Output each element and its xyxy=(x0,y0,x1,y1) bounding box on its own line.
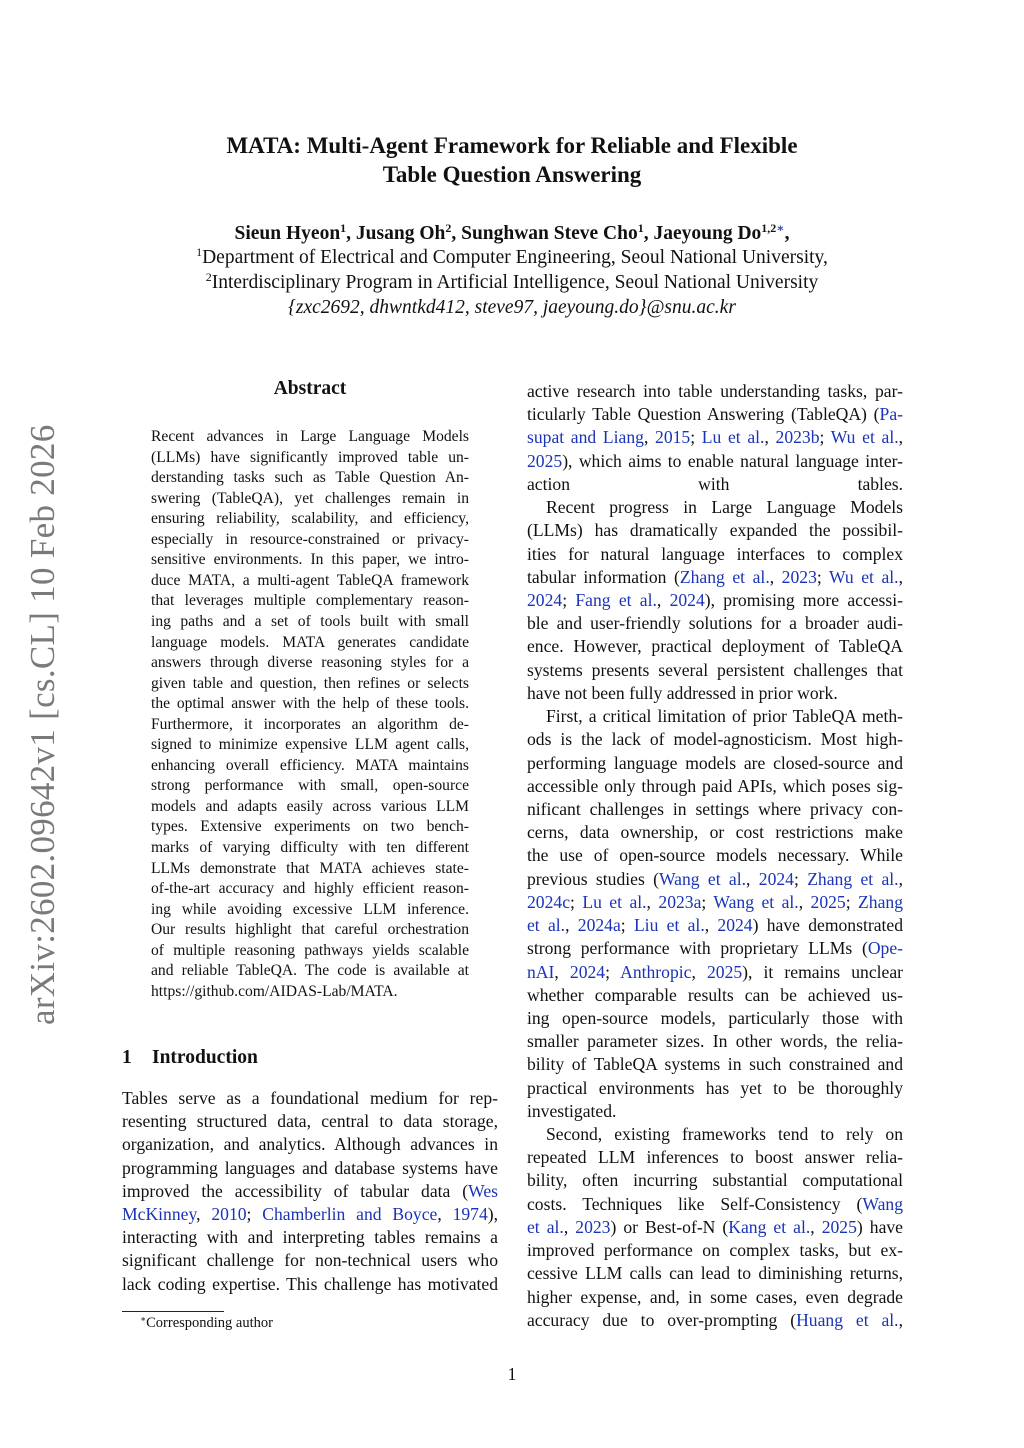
body-text: , xyxy=(810,1216,822,1237)
abstract-line: especially in resource-constrained or privacy- xyxy=(151,530,469,548)
citation-link[interactable]: nAI xyxy=(527,961,555,982)
citation-link[interactable]: 2024c xyxy=(527,891,570,912)
body-text-line xyxy=(527,752,903,775)
body-text: , xyxy=(656,589,670,610)
abstract-line: swering (TableQA), yet challenges remain in xyxy=(151,489,469,507)
body-text: significant challenge for non-technical users who xyxy=(122,1250,498,1271)
abstract-line: that leverages multiple complementary reason- xyxy=(151,592,469,610)
title-line-1: MATA: Multi-Agent Framework for Reliable and Flexible xyxy=(226,133,798,158)
body-text-line xyxy=(527,868,903,891)
body-text: improved performance on complex tasks, but ex- xyxy=(527,1240,903,1261)
body-text: smaller parameter sizes. In other words, the relia- xyxy=(527,1031,903,1052)
citation-link[interactable]: Kang et al. xyxy=(728,1216,811,1237)
citation-link[interactable]: Wang et al. xyxy=(658,868,747,889)
abstract-line: derstanding tasks such as Table Question An- xyxy=(151,469,469,487)
body-text: higher expense, and, in some cases, even degrade xyxy=(527,1286,903,1307)
body-text: ; xyxy=(570,891,583,912)
body-text: cessive LLM calls can lead to diminishing returns, xyxy=(527,1263,903,1284)
citation-link[interactable]: Chamberlin and Boyce xyxy=(262,1204,438,1224)
body-text: performing language models are closed-source and xyxy=(527,752,903,773)
citation-link[interactable]: 1974 xyxy=(452,1204,488,1224)
body-text: , xyxy=(898,1309,903,1330)
body-text-line xyxy=(527,891,903,914)
body-text: repeated LLM inferences to boost answer relia- xyxy=(527,1147,903,1168)
citation-link[interactable]: Anthropic xyxy=(620,961,692,982)
body-text: ), promising more accessi- xyxy=(704,589,904,610)
body-text: accessible only through paid APIs, which poses sig- xyxy=(527,775,903,796)
abstract-line: types. Extensive experiments on two bench- xyxy=(151,818,469,836)
abstract-line: of-the-art accuracy and highly efficient reason- xyxy=(151,880,469,898)
body-text-line xyxy=(527,844,903,867)
body-text: ; xyxy=(793,868,808,889)
citation-link[interactable]: 2023 xyxy=(781,566,817,587)
abstract-line: given table and question, then refines or selects xyxy=(151,674,469,692)
body-text: ing open-source models, particularly those with xyxy=(527,1007,903,1028)
citation-link[interactable]: Zhang et al. xyxy=(807,868,899,889)
citation-link[interactable]: 2023a xyxy=(658,891,702,912)
corresponding-author-mark[interactable]: ∗ xyxy=(776,221,785,235)
citation-link[interactable]: Ope- xyxy=(867,938,903,959)
body-text-line xyxy=(527,1309,903,1332)
body-text-line xyxy=(527,519,903,542)
body-text: ) have xyxy=(856,1216,903,1237)
citation-link[interactable]: Wang et al. xyxy=(713,891,799,912)
abstract-line: of multiple reasoning pathways yields scalable xyxy=(151,941,469,959)
body-text-line xyxy=(527,450,903,473)
citation-link[interactable]: Wang xyxy=(862,1193,903,1214)
body-text-line xyxy=(527,543,903,566)
affiliation-1: $^1$Department of Electrical and Computer Engineering, Seoul National University, xyxy=(196,245,828,268)
abstract-line: Our results highlight that careful orchestration xyxy=(151,921,469,939)
author-4: Jaeyoung $Do^{1,2∗}$ xyxy=(653,221,785,244)
citation-link[interactable]: 2024 xyxy=(669,589,705,610)
citation-link[interactable]: Lu et al. xyxy=(701,427,765,448)
abstract-line: sensitive environments. In this paper, we intro- xyxy=(151,551,469,569)
body-text: ; xyxy=(605,961,621,982)
body-text: ence. However, practical deployment of TableQA xyxy=(527,636,903,657)
body-text-line xyxy=(527,1262,903,1285)
body-text: nificant challenges in settings where privacy con- xyxy=(527,798,903,819)
body-text-line xyxy=(122,1180,498,1203)
citation-link[interactable]: 2025 xyxy=(810,891,846,912)
abstract-line: enhancing overall efficiency. MATA maintains xyxy=(151,756,469,774)
citation-link[interactable]: McKinney xyxy=(122,1204,197,1224)
citation-link[interactable]: Fang et al. xyxy=(575,589,657,610)
body-text: , xyxy=(554,961,570,982)
body-text: ities for natural language interfaces to complex xyxy=(527,543,903,564)
body-text-line xyxy=(527,775,903,798)
body-text: , xyxy=(196,1204,212,1224)
body-text: ods is the lack of model-agnosticism. Most high- xyxy=(527,729,903,750)
abstract-line: strong performance with small, open-source xyxy=(151,777,469,795)
body-text: , xyxy=(691,961,707,982)
body-text-line xyxy=(122,1157,498,1180)
body-text-line xyxy=(527,380,903,403)
body-text-line xyxy=(527,612,903,635)
body-text-line xyxy=(527,566,903,589)
body-text: tabular information ( xyxy=(527,566,680,587)
citation-link[interactable]: Wes xyxy=(468,1180,498,1201)
body-text-line xyxy=(527,1100,903,1123)
citation-link[interactable]: 2024 xyxy=(527,589,563,610)
body-text: ) have demonstrated xyxy=(752,915,904,936)
body-text-line xyxy=(527,798,903,821)
body-text-line xyxy=(527,984,903,1007)
body-text: strong performance with proprietary LLMs ( xyxy=(527,938,868,959)
citation-link[interactable]: 2024a xyxy=(577,915,621,936)
body-text: have not been fully addressed in prior work. xyxy=(527,682,838,703)
body-text: lack coding expertise. This challenge has motivated xyxy=(122,1273,498,1294)
body-text: accuracy due to over-prompting ( xyxy=(527,1309,797,1330)
body-text: , xyxy=(798,891,811,912)
body-text: , xyxy=(565,915,578,936)
citation-link[interactable]: 2015 xyxy=(655,427,691,448)
body-text-line xyxy=(122,1226,498,1249)
body-text: ; xyxy=(701,891,714,912)
body-text: ; xyxy=(819,427,831,448)
body-text-line xyxy=(527,961,903,984)
body-text: , xyxy=(646,891,659,912)
author-3: Sunghwan Steve Cho$^1$ xyxy=(461,221,644,244)
citation-link[interactable]: supat and Liang xyxy=(527,427,644,448)
body-text: costs. Techniques like Self-Consistency ( xyxy=(527,1193,863,1214)
page-number: 1 xyxy=(507,1364,517,1384)
abstract-heading: Abstract xyxy=(273,378,347,399)
citation-link[interactable]: Wu et al. xyxy=(828,566,899,587)
abstract-line: LLMs demonstrate that MATA achieves state- xyxy=(151,859,469,877)
body-text-line xyxy=(527,1077,903,1100)
body-text-line xyxy=(527,659,903,682)
body-text-line xyxy=(527,821,903,844)
abstract-line: Furthermore, it incorporates an algorithm de- xyxy=(151,715,469,733)
body-text: bility of TableQA systems in such constrained and xyxy=(527,1054,903,1075)
citation-link[interactable]: Zhang et al. xyxy=(679,566,770,587)
citation-link[interactable]: Liu et al. xyxy=(633,915,705,936)
section-title: Introduction xyxy=(152,1047,258,1068)
body-text: ble and user-friendly solutions for a broader audi- xyxy=(527,613,903,634)
footnote-rule xyxy=(122,1311,224,1312)
author-list: Sieun Hyeon$^1$, Jusang Oh$^2$, Sunghwan Steve Cho$^1$, Jaeyoung $Do^{1,2∗}$, xyxy=(234,221,790,244)
body-text: action with tables. xyxy=(527,473,903,494)
body-text-line xyxy=(122,1133,498,1156)
body-text-line xyxy=(527,426,903,449)
citation-link[interactable]: Huang et al. xyxy=(796,1309,899,1330)
citation-link[interactable]: 2023 xyxy=(575,1216,611,1237)
body-text: Recent progress in Large Language Models xyxy=(546,497,903,518)
abstract-line: duce MATA, a multi-agent TableQA framework xyxy=(151,571,469,589)
body-text: investigated. xyxy=(527,1100,617,1121)
abstract-line: answers through diverse reasoning styles for a xyxy=(151,654,469,672)
body-text-line xyxy=(527,1146,903,1169)
abstract-line: ing while avoiding excessive LLM inference. xyxy=(151,900,469,918)
body-text: ; xyxy=(816,566,829,587)
title-line-2: Table Question Answering xyxy=(382,162,642,187)
body-text-line xyxy=(122,1249,498,1272)
body-text-line xyxy=(527,496,903,519)
abstract-line: models and adapts easily across various LLM xyxy=(151,797,469,815)
body-text: , xyxy=(643,427,656,448)
body-text: , xyxy=(898,427,904,448)
arxiv-identifier: arXiv:2602.09642v1 [cs.CL] 10 Feb 2026 xyxy=(23,424,62,1025)
citation-link[interactable]: 2023b xyxy=(775,427,820,448)
body-text-line xyxy=(527,705,903,728)
affiliation-2: $^2$Interdisciplinary Program in Artificial Intelligence, Seoul National University xyxy=(205,270,819,293)
body-text-line xyxy=(527,1216,903,1239)
body-text-line xyxy=(122,1087,498,1110)
body-text: , xyxy=(898,566,903,587)
citation-link[interactable]: 2010 xyxy=(211,1204,247,1224)
body-text: , xyxy=(437,1204,453,1224)
body-text: ; xyxy=(845,891,859,912)
body-text-line xyxy=(527,937,903,960)
body-text-line xyxy=(527,1169,903,1192)
body-text-line xyxy=(527,635,903,658)
body-text-line xyxy=(527,1123,903,1146)
citation-link[interactable]: et al. xyxy=(527,915,566,936)
citation-link[interactable]: 2024 xyxy=(717,915,753,936)
body-text: (LLMs) has dramatically expanded the possibil- xyxy=(527,520,903,541)
body-text: ticularly Table Question Answering (TableQA) ( xyxy=(527,404,880,425)
body-text: whether comparable results can be achieved us- xyxy=(527,984,903,1005)
body-text-line xyxy=(122,1273,498,1296)
author-2: Jusang Oh$^2$ xyxy=(355,221,452,244)
body-text: , xyxy=(563,1216,576,1237)
body-text-line xyxy=(122,1110,498,1133)
abstract-line: Recent advances in Large Language Models xyxy=(151,428,469,445)
body-text: bility, often incurring substantial computational xyxy=(527,1170,903,1191)
citation-link[interactable]: Wu et al. xyxy=(830,427,899,448)
body-text-line xyxy=(527,914,903,937)
body-text: interacting with and interpreting tables remains a xyxy=(122,1227,498,1248)
abstract-line: ensuring reliability, scalability, and efficiency, xyxy=(151,510,469,528)
body-text: ; xyxy=(620,915,634,936)
section-number: 1 xyxy=(122,1047,132,1068)
body-text: improved the accessibility of tabular data ( xyxy=(122,1180,469,1201)
body-text: ; xyxy=(690,427,702,448)
body-text: practical environments has yet to be thoroughly xyxy=(527,1077,903,1098)
body-text: ) or Best-of-N ( xyxy=(610,1216,729,1237)
body-text: , xyxy=(704,915,718,936)
body-text: Tables serve as a foundational medium for rep- xyxy=(122,1088,498,1108)
abstract-line: the optimal answer with the help of these tools. xyxy=(151,695,469,713)
abstract-line: and reliable TableQA. The code is available at xyxy=(151,962,469,980)
body-text: Second, existing frameworks tend to rely on xyxy=(546,1124,903,1145)
body-text-line xyxy=(527,589,903,612)
citation-link[interactable]: 2025 xyxy=(706,961,743,982)
body-text-line xyxy=(527,1193,903,1216)
body-text: ), which aims to enable natural language inter- xyxy=(562,450,903,471)
body-text: , xyxy=(746,868,759,889)
body-text-line xyxy=(527,1286,903,1309)
abstract-line: marks of varying difficulty with ten different xyxy=(151,839,469,856)
abstract-line: language models. MATA generates candidate xyxy=(151,633,469,651)
body-text-line xyxy=(527,1053,903,1076)
section-heading-introduction xyxy=(122,1047,258,1069)
body-text-line xyxy=(527,682,903,705)
abstract-line: (LLMs) have significantly improved table un- xyxy=(151,448,469,466)
citation-link[interactable]: 2025 xyxy=(527,450,563,471)
body-text: First, a critical limitation of prior TableQA meth- xyxy=(546,706,903,727)
body-text-line xyxy=(527,1007,903,1030)
body-text: , xyxy=(898,868,903,889)
body-text: ), it remains unclear xyxy=(742,961,903,982)
abstract-line: signed to minimize expensive LLM agent calls, xyxy=(151,736,469,754)
body-text: programming languages and database systems have xyxy=(122,1157,498,1178)
abstract-line: ing paths and a set of tools built with small xyxy=(151,612,469,630)
citation-link[interactable]: et al. xyxy=(527,1216,564,1237)
abstract-line: https://github.com/AIDAS-Lab/MATA. xyxy=(151,982,398,1000)
body-text-line xyxy=(527,1239,903,1262)
citation-link[interactable]: 2024 xyxy=(758,868,794,889)
body-text: the use of open-source models necessary. While xyxy=(527,845,903,866)
citation-link[interactable]: 2025 xyxy=(821,1216,857,1237)
citation-link[interactable]: 2024 xyxy=(569,961,606,982)
body-text-line xyxy=(527,403,903,426)
body-text: , xyxy=(769,566,782,587)
paper-title xyxy=(0,131,1024,189)
body-text: cerns, data ownership, or cost restrictions make xyxy=(527,822,903,843)
body-text-line xyxy=(527,728,903,751)
footnote: ∗Corresponding author xyxy=(140,1314,273,1331)
body-text: , xyxy=(764,427,776,448)
body-text: systems presents several persistent challenges that xyxy=(527,659,903,680)
citation-link[interactable]: Pa- xyxy=(879,404,903,425)
body-text-line xyxy=(527,1030,903,1053)
body-text: ), xyxy=(487,1204,499,1224)
body-text-line xyxy=(122,1203,498,1226)
body-text: resenting structured data, central to data storage, xyxy=(122,1111,498,1132)
body-text: previous studies ( xyxy=(527,868,659,889)
author-emails: {zxc2692, dhwntkd412, steve97, jaeyoung.do}@snu.ac.kr xyxy=(288,297,736,318)
author-1: Sieun Hyeon$^1$ xyxy=(234,221,347,244)
body-text: active research into table understanding tasks, par- xyxy=(527,381,903,401)
citation-link[interactable]: Lu et al. xyxy=(582,891,647,912)
body-text: organization, and analytics. Although advances in xyxy=(122,1134,498,1155)
body-text: ; xyxy=(246,1204,263,1224)
body-text: ; xyxy=(562,589,576,610)
body-text-line xyxy=(527,473,903,496)
citation-link[interactable]: Zhang xyxy=(858,891,903,912)
